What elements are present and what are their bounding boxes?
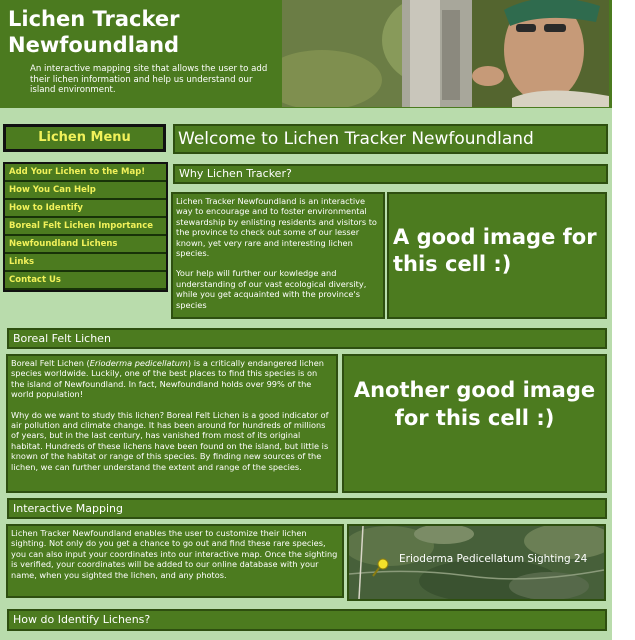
boreal-paragraph-2: Why do we want to study this lichen? Boreal Felt Lichen is a good indicator of air pollution and climate change. It has been around for hundreds of millions of years, but in the last century, has vanished from most of its original habitat. Hundreds of these lichens have been found on the island, but little is known of the habitat or range of this species. By finding new sources of the lichen, we can further understand the extent and range of the species.	[11, 409, 329, 472]
mapping-text	[6, 524, 344, 598]
menu-item-contact-us[interactable]: Contact Us	[5, 272, 166, 290]
sighting-map[interactable]	[347, 524, 606, 601]
menu-item-how-to-identify[interactable]: How to Identify	[5, 200, 166, 218]
boreal-text	[6, 354, 338, 493]
menu-item-links[interactable]: Links	[5, 254, 166, 272]
site-title-line-2: Newfoundland	[8, 33, 180, 57]
identify-heading: How do Identify Lichens?	[7, 609, 607, 631]
site-header	[0, 0, 612, 108]
map-satellite-view	[349, 526, 604, 599]
welcome-heading: Welcome to Lichen Tracker Newfoundland	[173, 124, 608, 154]
site-title	[8, 6, 278, 58]
menu-item-add-lichen[interactable]: Add Your Lichen to the Map!	[5, 164, 166, 182]
boreal-paragraph-1	[11, 358, 333, 400]
boreal-paragraph-1-end: ) is a critically endangered lichen species worldwide. Luckily, one of the best places to find this species is on the island of Newfoundland. In fact, Newfoundland holds over 99% of the world population!	[11, 358, 324, 400]
header-photo	[282, 0, 609, 107]
site-title-line-1: Lichen Tracker	[8, 7, 180, 31]
boreal-heading: Boreal Felt Lichen	[7, 328, 607, 349]
why-paragraph-2: Your help will further our kowledge and understanding of our vast ecological diversity, while you get acquainted with the province's species	[176, 268, 367, 310]
menu-item-how-you-can-help[interactable]: How You Can Help	[5, 182, 166, 200]
image-placeholder-1: A good image for this cell :)	[387, 192, 607, 319]
header-photo-illustration	[282, 0, 609, 107]
lichen-menu	[3, 162, 168, 292]
mapping-heading: Interactive Mapping	[7, 498, 607, 519]
menu-item-newfoundland-lichens[interactable]: Newfoundland Lichens	[5, 236, 166, 254]
boreal-paragraph-1-start: Boreal Felt Lichen (	[11, 358, 90, 368]
species-name: Erioderma pedicellatum	[89, 358, 188, 368]
image-placeholder-2: Another good image for this cell :)	[342, 354, 607, 493]
menu-title: Lichen Menu	[3, 124, 166, 152]
site-description: An interactive mapping site that allows the user to add their lichen information and help us understand our island environment.	[30, 64, 268, 95]
why-heading: Why Lichen Tracker?	[173, 164, 608, 184]
map-marker-label: Erioderma Pedicellatum Sighting 24	[399, 553, 588, 565]
menu-item-boreal-importance[interactable]: Boreal Felt Lichen Importance	[5, 218, 166, 236]
why-paragraph-1: Lichen Tracker Newfoundland is an interactive way to encourage and to foster environmental stewardship by enlisting residents and visitors to the province to check out some of our lesser known, yet very rare and interesting lichen species.	[176, 196, 377, 259]
mapping-paragraph: Lichen Tracker Newfoundland enables the user to customize their lichen sighting. Not only do you get a chance to go out and find these rare species, you can also input your coordinates into our interactive map. Once the sighting is verified, your coordinates will be added to our online database with your name, when you sighted the lichen, and any photos.	[11, 528, 338, 580]
why-text	[171, 192, 385, 319]
